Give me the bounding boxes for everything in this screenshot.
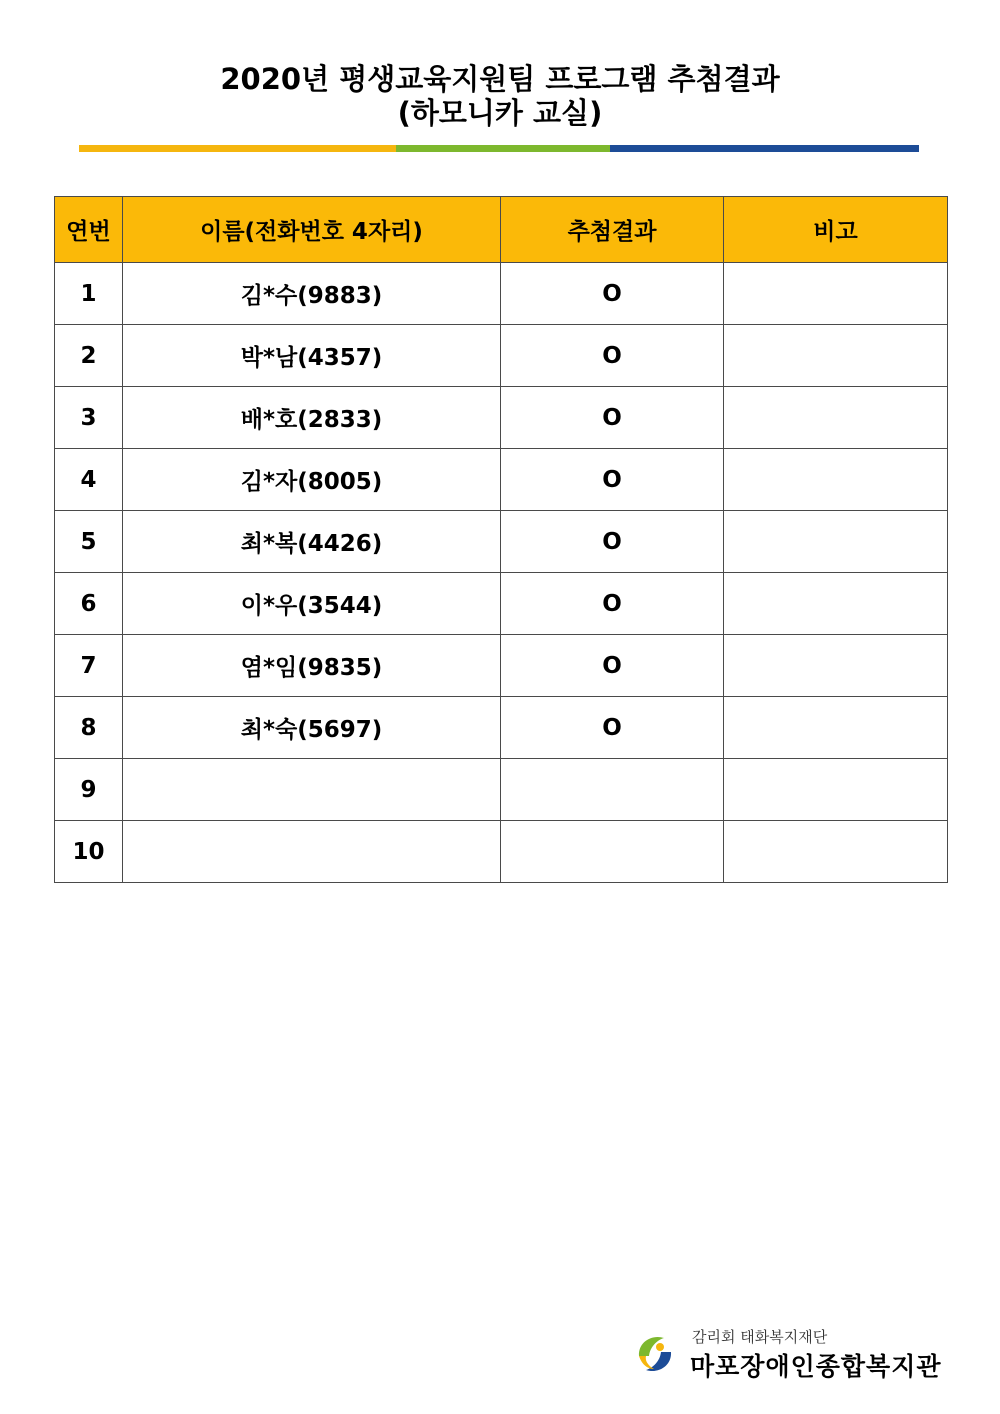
cell-result: O — [501, 449, 724, 511]
cell-result — [501, 759, 724, 821]
cell-name: 김*수(9883) — [123, 263, 501, 325]
cell-result — [501, 821, 724, 883]
cell-name: 배*호(2833) — [123, 387, 501, 449]
cell-note — [724, 511, 948, 573]
cell-no: 2 — [55, 325, 123, 387]
cell-name: 이*우(3544) — [123, 573, 501, 635]
table-row — [55, 573, 948, 635]
table-row — [55, 449, 948, 511]
cell-result: O — [501, 635, 724, 697]
cell-name: 최*복(4426) — [123, 511, 501, 573]
organization-logo-icon — [630, 1329, 680, 1379]
cell-no: 10 — [55, 821, 123, 883]
cell-name: 박*남(4357) — [123, 325, 501, 387]
footer-org — [630, 1325, 960, 1385]
cell-note — [724, 325, 948, 387]
cell-no: 4 — [55, 449, 123, 511]
cell-result: O — [501, 263, 724, 325]
org-name: 마포장애인종합복지관 — [690, 1352, 942, 1381]
cell-note — [724, 697, 948, 759]
table-row — [55, 759, 948, 821]
cell-name: 최*숙(5697) — [123, 697, 501, 759]
table-row — [55, 511, 948, 573]
header-result: 추첨결과 — [501, 197, 724, 263]
cell-no: 5 — [55, 511, 123, 573]
cell-no: 9 — [55, 759, 123, 821]
cell-note — [724, 759, 948, 821]
table-row — [55, 697, 948, 759]
cell-name: 김*자(8005) — [123, 449, 501, 511]
cell-no: 1 — [55, 263, 123, 325]
cell-note — [724, 263, 948, 325]
cell-note — [724, 387, 948, 449]
cell-no: 3 — [55, 387, 123, 449]
header-note: 비고 — [724, 197, 948, 263]
header-no: 연번 — [55, 197, 123, 263]
cell-no: 6 — [55, 573, 123, 635]
header-name: 이름(전화번호 4자리) — [123, 197, 501, 263]
cell-note — [724, 635, 948, 697]
results-table — [54, 196, 948, 883]
cell-note — [724, 573, 948, 635]
table-row — [55, 821, 948, 883]
page-title — [0, 62, 1000, 130]
table-row — [55, 263, 948, 325]
cell-note — [724, 821, 948, 883]
cell-name: 염*임(9835) — [123, 635, 501, 697]
title-line-1: 2020년 평생교육지원팀 프로그램 추첨결과 — [220, 62, 780, 96]
table-header-row — [55, 197, 948, 263]
cell-no: 8 — [55, 697, 123, 759]
title-line-2: (하모니카 교실) — [397, 96, 603, 130]
cell-result: O — [501, 387, 724, 449]
cell-no: 7 — [55, 635, 123, 697]
cell-result: O — [501, 697, 724, 759]
cell-result: O — [501, 511, 724, 573]
table-row — [55, 325, 948, 387]
title-rule-yellow — [79, 145, 396, 152]
cell-name — [123, 821, 501, 883]
title-rule-blue — [610, 145, 919, 152]
org-subtitle: 감리회 태화복지재단 — [692, 1328, 828, 1346]
cell-result: O — [501, 573, 724, 635]
table-row — [55, 387, 948, 449]
cell-note — [724, 449, 948, 511]
cell-result: O — [501, 325, 724, 387]
title-rule-green — [396, 145, 610, 152]
cell-name — [123, 759, 501, 821]
table-row — [55, 635, 948, 697]
